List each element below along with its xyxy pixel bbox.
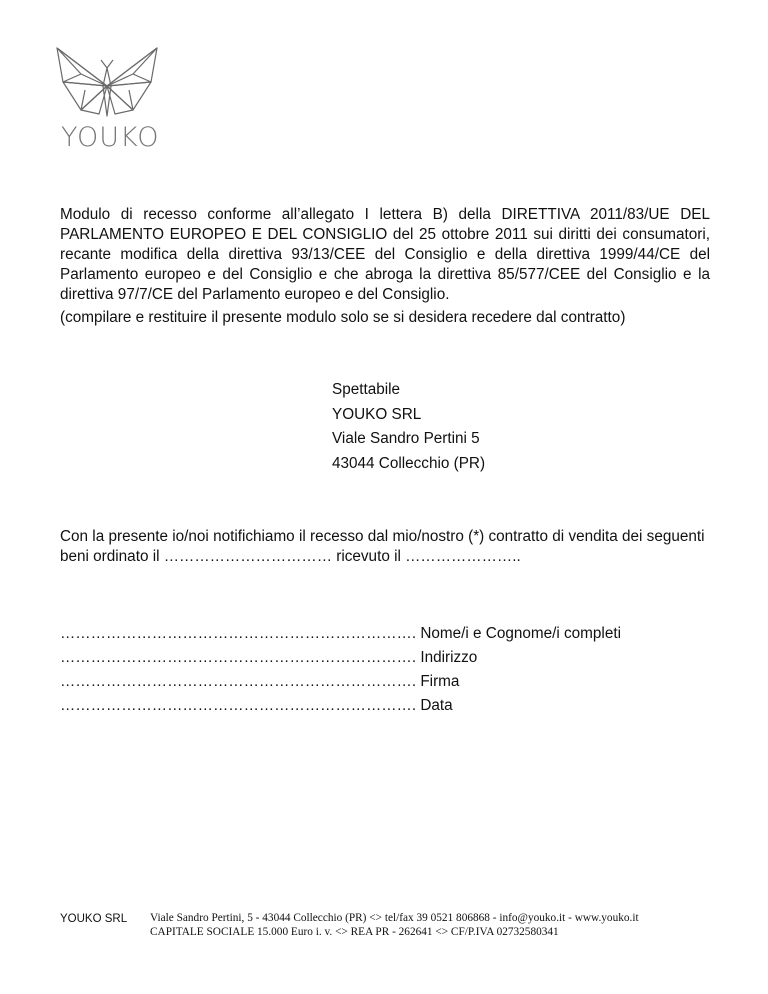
company-logo [55, 46, 165, 153]
signature-fields [60, 622, 621, 718]
field-dots: ……………………………………………………………. [60, 673, 417, 690]
field-full-name [60, 622, 621, 646]
field-dots: ……………………………………………………………. [60, 649, 417, 666]
instruction-note: (compilare e restituire il presente modulo solo se si desidera recedere dal contratto) [60, 309, 626, 326]
butterfly-logo-icon [55, 46, 159, 118]
footer-info [150, 911, 639, 939]
footer-company: YOUKO SRL [60, 913, 128, 925]
field-dots: ……………………………………………………………. [60, 625, 417, 642]
logo-text: YOUKO [61, 122, 160, 153]
recipient-city: 43044 Collecchio (PR) [332, 454, 486, 472]
field-label: Firma [420, 673, 460, 690]
recipient-address [332, 378, 485, 476]
footer-line-1: Viale Sandro Pertini, 5 - 43044 Collecchio (PR) <> tel/fax 39 0521 806868 - info@youko.it - www.youko.it [150, 912, 639, 924]
intro-paragraph: Modulo di recesso conforme all’allegato I lettera B) della DIRETTIVA 2011/83/UE DEL PARLAMENTO EUROPEO E DEL CONSIGLIO del 25 ottobre 2011 sui diritti dei consumatori, recante modifica della direttiva 93/13/CEE del Consiglio e della direttiva 1999/44/CE del Parlamento europeo e del Consiglio e che abroga la direttiva 85/577/CEE del Consiglio e la direttiva 97/7/CE del Parlamento europeo e del Consiglio. [60, 206, 710, 303]
field-label: Data [420, 697, 453, 714]
recipient-company: YOUKO SRL [332, 405, 422, 423]
field-dots: ……………………………………………………………. [60, 697, 417, 714]
field-signature [60, 670, 621, 694]
recipient-salutation: Spettabile [332, 381, 401, 398]
field-label: Indirizzo [420, 649, 478, 666]
recipient-street: Viale Sandro Pertini 5 [332, 430, 480, 447]
field-label: Nome/i e Cognome/i completi [420, 625, 621, 642]
field-address [60, 646, 621, 670]
footer-line-2: CAPITALE SOCIALE 15.000 Euro i. v. <> REA PR - 262641 <> CF/P.IVA 02732580341 [150, 926, 559, 938]
field-date [60, 694, 621, 718]
withdrawal-notice: Con la presente io/noi notifichiamo il recesso dal mio/nostro (*) contratto di vendita dei seguenti beni ordinato il …………………………… ricevuto il ………………….. [60, 528, 705, 565]
